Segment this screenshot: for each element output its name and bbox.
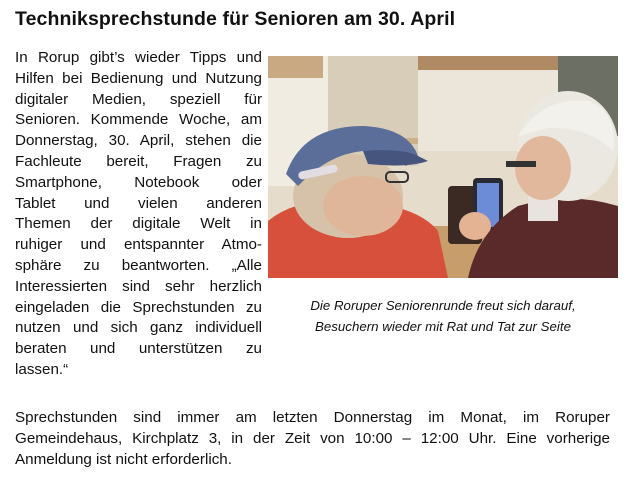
- body-line: ruhiger und entspannter Atmo-: [15, 236, 262, 254]
- footer-line: Anmeldung ist nicht erforderlich.: [15, 451, 232, 469]
- article-footer: [15, 407, 610, 471]
- body-line: Fachleute bereit, Fragen zu: [15, 152, 262, 170]
- body-line: Hilfen bei Bedienung und Nutzung: [15, 69, 262, 87]
- caption-line: Besuchern wieder mit Rat und Tat zur Seite: [315, 319, 571, 334]
- body-line: Donnerstag, 30. April, stehen die: [15, 132, 262, 150]
- body-line: lassen.“: [15, 360, 69, 378]
- article-title: Techniksprechstunde für Senioren am 30. April: [15, 8, 456, 30]
- footer-line: Sprechstunden sind immer am letzten Donnerstag im Monat, im Roruper: [15, 409, 610, 426]
- body-line: Tablet und vielen anderen: [15, 194, 262, 212]
- body-line: Smartphone, Notebook oder: [15, 173, 262, 191]
- photo-illustration: [268, 56, 618, 278]
- body-line: nutzen und sich ganz individuell: [15, 319, 262, 337]
- photo-caption: [268, 295, 618, 337]
- body-line: beraten und unterstützen zu: [15, 340, 262, 358]
- body-line: Interessierten sind sehr herzlich: [15, 277, 262, 295]
- body-line: In Rorup gibt’s wieder Tipps und: [15, 49, 262, 66]
- caption-line: Die Roruper Seniorenrunde freut sich darauf,: [310, 298, 576, 313]
- body-line: eingeladen die Sprechstunden zu: [15, 298, 262, 316]
- body-line: digitaler Medien, speziell für: [15, 90, 262, 108]
- body-line: Themen der digitale Welt in: [15, 215, 262, 233]
- footer-line: Gemeindehaus, Kirchplatz 3, in der Zeit von 10:00 – 12:00 Uhr. Eine vorherige: [15, 430, 610, 448]
- article-photo: [268, 56, 618, 278]
- body-line: sphäre zu beantworten. „Alle: [15, 256, 262, 274]
- article-body: [15, 48, 262, 381]
- body-line: Senioren. Kommende Woche, am: [15, 111, 262, 129]
